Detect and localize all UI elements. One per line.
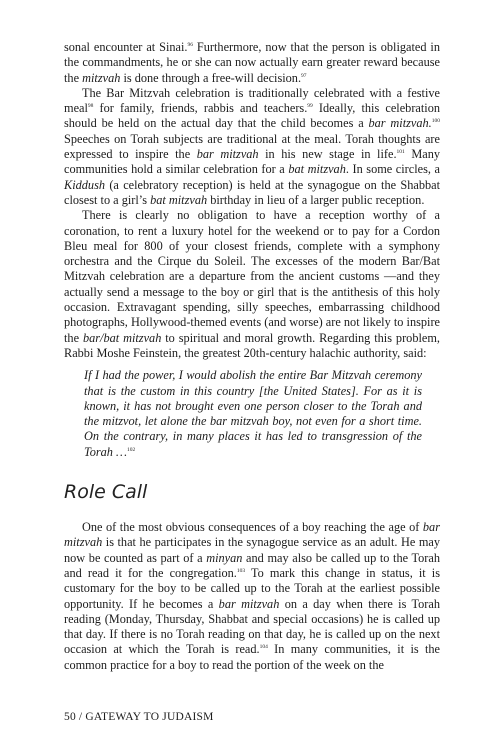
footnote-marker: 100: [431, 118, 440, 125]
italic-term: bat mitzvah: [288, 162, 346, 177]
text-run: Speeches on Torah subjects are traditional at the meal. Torah thoughts are expressed to inspire the: [64, 131, 440, 162]
text-run: Ideally, this celebration should be held on the actual day that the child becomes a: [64, 101, 440, 131]
text-run: is done through a free-will decision.: [120, 70, 302, 85]
paragraph-role-call: [64, 520, 440, 673]
italic-term: bar mitzvah: [64, 520, 440, 550]
italic-term: Kiddush: [64, 177, 105, 192]
block-quote-feinstein: [64, 368, 440, 460]
page-number: 50: [64, 711, 76, 723]
text-run: To mark this change in status, it is customary for the boy to be called up to the Torah at the earliest possible opportunity. If he becomes a: [64, 565, 440, 611]
footnote-marker: 101: [396, 149, 405, 156]
text-run: Furthermore, now that the person is obligated in the commandments, he or she can now actually earn greater reward because the: [64, 40, 440, 85]
text-run: There is clearly no obligation to have a reception worthy of a coronation, to rent a luxury hotel for the weekend or to pay for a Cordon Bleu meal for 800 of your closest friends, complete with a symphony orchestra and the Cirque du Soleil. The excesses of the modern Bar/Bat Mitzvah celebration are a departure from the ancient customs —and they actually send a message to the boy or girl that is the antithesis of this holy occasion. Extravagant spending, silly speeches, embarrassing childhood photographs, Hollywood-themed events (and worse) are not likely to inspire the: [64, 208, 440, 345]
paragraph-continued: [64, 40, 440, 86]
italic-term: mitzvah: [82, 70, 121, 85]
footnote-marker: 98: [87, 103, 94, 110]
page-footer: [64, 711, 214, 723]
text-run: birthday in lieu of a larger public reception.: [207, 192, 425, 207]
text-run: Many communities hold a similar celebration for a: [64, 147, 441, 177]
section-heading: Role Call: [64, 481, 148, 504]
paragraph-celebration: [64, 86, 440, 208]
footnote-marker: 97: [301, 72, 307, 79]
footer-separator: /: [78, 711, 83, 723]
book-title: GATEWAY TO JUDAISM: [85, 711, 214, 723]
text-run: and may also be called up to the Torah and read it for the congregation.: [64, 550, 440, 580]
text-run: sonal encounter at Sinai.: [64, 40, 188, 54]
footnote-marker: 102: [126, 446, 136, 453]
italic-term: bat mitzvah: [150, 192, 208, 207]
text-run: is that he participates in the synagogue service as an adult. He may now be counted as part of a: [64, 535, 440, 565]
footnote-marker: 96: [187, 42, 193, 48]
italic-term: bar mitzvah: [196, 147, 259, 162]
italic-term: bar mitzvah.: [368, 116, 432, 131]
text-run: for family, friends, rabbis and teachers.: [93, 101, 308, 116]
text-run: . In some circles, a: [345, 162, 440, 177]
text-run: If I had the power, I would abolish the entire Bar Mitzvah ceremony that is the custom in this country [the United States]. For as it is known, it has not brought even one person closer to the Torah and the mitzvot, let alone the bar mitzvah boy, not even for a short time. On the contrary, in many places it has led to transgression of the Torah …: [84, 368, 422, 459]
text-run: on a day when there is Torah reading (Monday, Thursday, Shabbat and special occasions) he is called up that day. If there is no Torah reading on that day, he is called up on the next occasion at which the Torah is read.: [64, 596, 440, 657]
footnote-marker: 103: [236, 567, 246, 574]
text-run: One of the most obvious consequences of a boy reaching the age of: [82, 520, 423, 535]
italic-term: bar mitzvah: [218, 596, 280, 611]
text-run: In many communities, it is the common practice for a boy to read the portion of the week on the: [64, 642, 440, 672]
footnote-marker: 99: [307, 103, 313, 110]
body-text: [64, 40, 440, 673]
paragraph-excesses: [64, 208, 440, 361]
text-run: The Bar Mitzvah celebration is traditionally celebrated with a festive meal: [64, 85, 440, 116]
italic-term: minyan: [206, 550, 243, 565]
text-run: to spiritual and moral growth. Regarding this problem, Rabbi Moshe Feinstein, the greatest 20th-century halachic authority, said:: [64, 330, 440, 360]
text-run: in his new stage in life.: [258, 147, 397, 162]
footnote-marker: 104: [259, 644, 268, 651]
italic-term: bar/bat mitzvah: [82, 330, 162, 345]
text-run: (a celebratory reception) is held at the synagogue on the Shabbat closest to a girl’s: [64, 177, 440, 207]
